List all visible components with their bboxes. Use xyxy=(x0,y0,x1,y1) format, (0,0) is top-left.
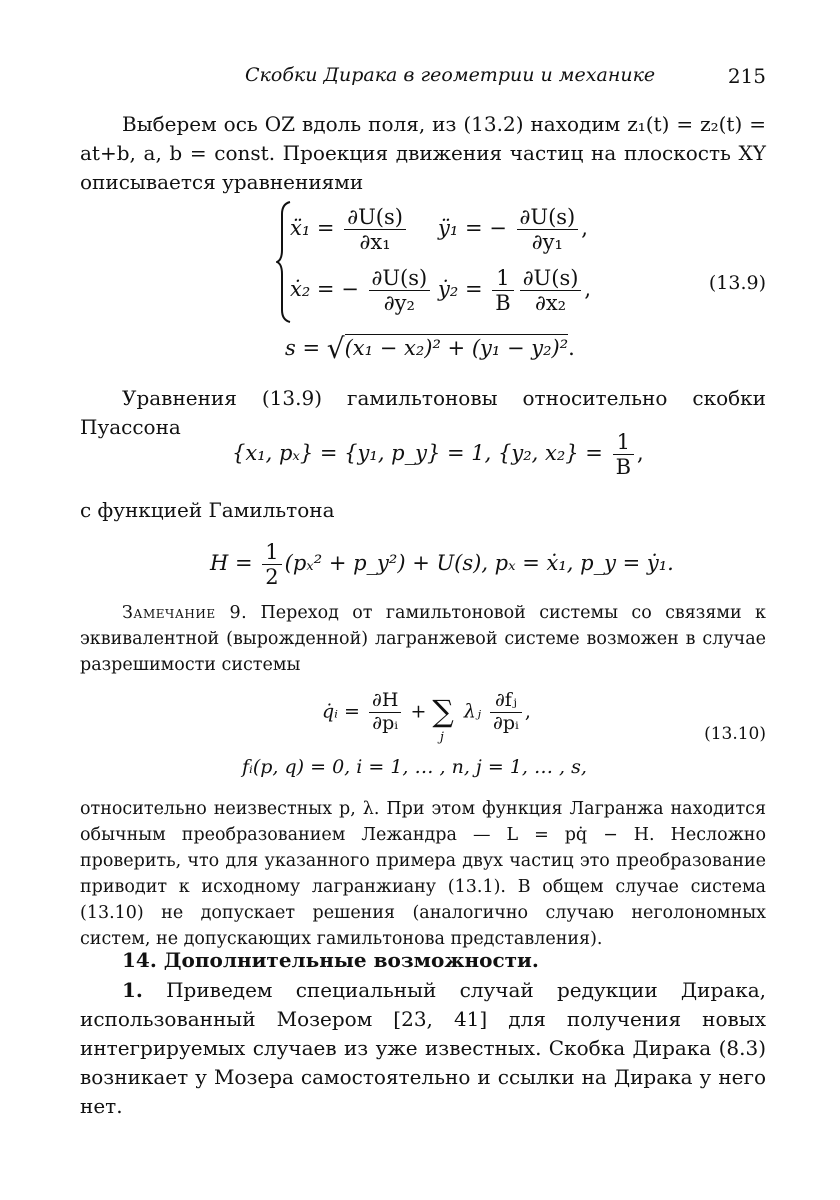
remark-9 xyxy=(80,600,766,678)
equation-number-13-10: (13.10) xyxy=(704,724,766,744)
equation-number-13-9: (13.9) xyxy=(708,272,766,294)
equation-x1ddot: ẍ₁ = $\frac{\partial U(s)}{\text{∂x₁}}$ xyxy=(290,205,409,254)
equation-poisson-brackets: {x₁, pₓ} = {y₁, p_y} = 1, {y₂, x₂} = $\frac{1}{B}$ , xyxy=(232,430,644,480)
page-header xyxy=(80,64,766,94)
equation-constraints: fᵢ(p, q) = 0, i = 1, … , n, j = 1, … , s, xyxy=(242,756,587,778)
paragraph-hamilton-function: с функцией Гамильтона xyxy=(80,498,335,522)
equation-x2dot: ẋ₂ = − $\frac{\partial U(s)}{\text{∂y₂}}$ xyxy=(290,266,433,315)
paragraph-hamiltonian: Уравнения (13.9) гамильтоновы относительно скобки Пуассона xyxy=(80,386,766,439)
paragraph-legendre: относительно неизвестных p, λ. При этом функция Лагранжа находится обычным преобразованием Лежандра — L = pq̇ − H. Несложно проверить, что для указанного примера двух частиц это преобразование приводит к исходному лагранжиану (13.1). В общем случае система (13.10) не допускает решения (аналогично случаю неголономных систем, не допускающих гамильтонова представления). xyxy=(80,799,766,949)
paragraph-moser: 1. Приведем специальный случай редукции Дирака, использованный Мозером [23, 41] для получения новых интегрируемых случаев из уже известных. Скобка Дирака (8.3) возникает у Мозера самостоятельно и ссылки на Дирака у него нет. xyxy=(80,978,766,1118)
running-title: Скобки Дирака в геометрии и механике xyxy=(245,64,656,86)
remark-body: Переход от гамильтоновой системы со связями к эквивалентной (вырожденной) лагранжевой системе возможен в случае разрешимости системы xyxy=(80,603,766,675)
equation-hamiltonian: H = $\frac{1}{2}$ (pₓ² + p_y²) + U(s), pₓ = ẋ₁, p_y = ẏ₁. xyxy=(210,540,674,590)
equation-y1ddot: ÿ₁ = − $\frac{\partial U(s)}{\text{∂y₁}}$ , xyxy=(438,205,588,255)
equation-y2dot: ẏ₂ = $\frac{1}{B}$ $\frac{\partial U(s)}{\text{∂x₂}}$ , xyxy=(438,266,592,316)
paragraph-intro: Выберем ось OZ вдоль поля, из (13.2) находим z₁(t) = z₂(t) = at+b, a, b = const. Проекция движения частиц на плоскость XY описывается уравнениями xyxy=(80,112,766,194)
equation-qdot: q̇ᵢ = $\frac{\partial H}{\text{∂pᵢ}}$ + $\sum_j$ λⱼ $\frac{\text{∂fⱼ}}{\text{∂pᵢ}}$ , xyxy=(322,689,531,746)
section-heading: 14. Дополнительные возможности. xyxy=(122,948,539,972)
equation-s: s = √(x₁ − x₂)² + (y₁ − y₂)². xyxy=(285,332,575,365)
item-number: 1. xyxy=(122,978,143,1002)
page-number: 215 xyxy=(727,64,766,88)
remark-label: Замечание 9. xyxy=(122,603,248,623)
